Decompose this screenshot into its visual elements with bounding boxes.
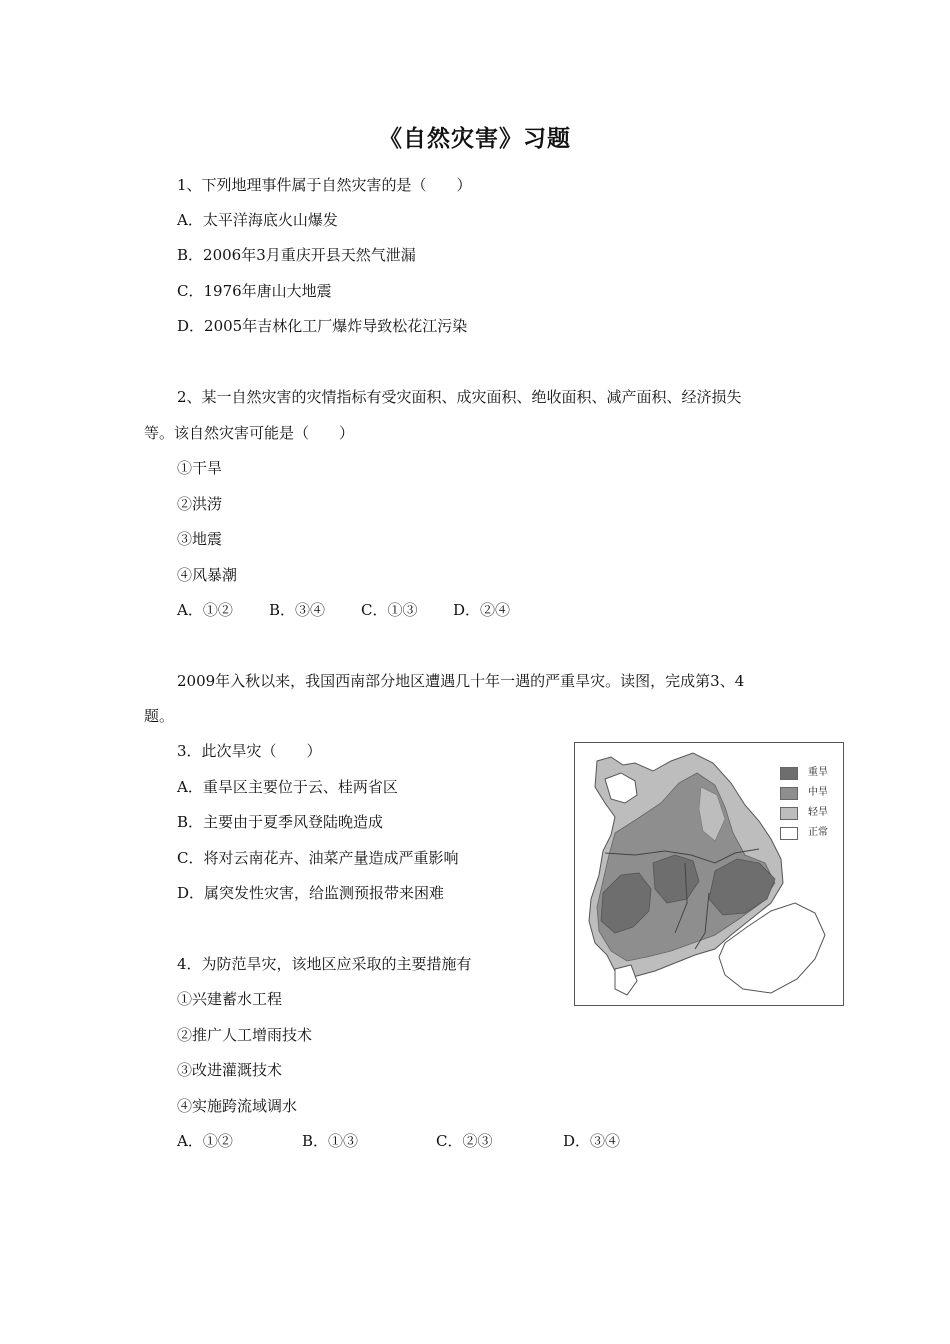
- q1-option-d: D．2005年吉林化工厂爆炸导致松花江污染: [177, 317, 468, 335]
- q4-item-2: ②推广人工增雨技术: [177, 1026, 313, 1044]
- legend-label-moderate: 中旱: [808, 787, 828, 798]
- q2-item-3: ③地震: [177, 530, 223, 548]
- q2-options: [177, 600, 511, 620]
- q4-item-3: ③改进灌溉技术: [177, 1061, 283, 1079]
- q4-item-4: ④实施跨流域调水: [177, 1097, 298, 1115]
- q4-option-b: B．①③: [302, 1132, 359, 1150]
- q3-option-b: B．主要由于夏季风登陆晚造成: [177, 813, 384, 831]
- q3-stem: 3．此次旱灾（ ）: [177, 742, 322, 760]
- drought-map-figure: [574, 742, 844, 1006]
- q2-option-a: A．①②: [177, 601, 233, 619]
- legend-label-severe: 重旱: [808, 767, 828, 778]
- q2-option-b: B．③④: [269, 601, 326, 619]
- legend-swatch-severe: [780, 767, 798, 780]
- drought-map-image: [575, 743, 843, 1005]
- q2-item-1: ①干旱: [177, 459, 223, 477]
- q1-stem: 1、下列地理事件属于自然灾害的是（ ）: [177, 176, 472, 194]
- q2-item-2: ②洪涝: [177, 495, 223, 513]
- q1-option-b: B．2006年3月重庆开县天然气泄漏: [177, 246, 416, 264]
- q2-option-d: D．②④: [453, 601, 511, 619]
- q2-stem-line2: 等。该自然灾害可能是（ ）: [144, 424, 355, 442]
- q3-option-d: D．属突发性灾害，给监测预报带来困难: [177, 884, 445, 902]
- q2-item-4: ④风暴潮: [177, 566, 238, 584]
- q2-stem-line1: 2、某一自然灾害的灾情指标有受灾面积、成灾面积、绝收面积、减产面积、经济损失: [177, 388, 742, 406]
- legend-swatch-moderate: [780, 787, 798, 800]
- q1-option-a: A．太平洋海底火山爆发: [177, 211, 338, 229]
- q4-option-a: A．①②: [177, 1132, 233, 1150]
- legend-swatch-light: [780, 807, 798, 820]
- page-title: 《自然灾害》习题: [379, 125, 571, 152]
- q4-option-c: C．②③: [436, 1132, 493, 1150]
- intro-line2: 题。: [144, 707, 175, 725]
- q1-option-c: C．1976年唐山大地震: [177, 282, 332, 300]
- legend-label-normal: 正常: [808, 827, 828, 838]
- legend-swatch-normal: [780, 827, 798, 840]
- legend-label-light: 轻旱: [808, 807, 828, 818]
- q4-item-1: ①兴建蓄水工程: [177, 990, 283, 1008]
- q2-option-c: C．①③: [361, 601, 418, 619]
- intro-line1: 2009年入秋以来，我国西南部分地区遭遇几十年一遇的严重旱灾。读图，完成第3、4: [177, 672, 745, 690]
- q3-option-c: C．将对云南花卉、油菜产量造成严重影响: [177, 849, 459, 867]
- q3-option-a: A．重旱区主要位于云、桂两省区: [177, 778, 398, 796]
- q4-stem: 4．为防范旱灾，该地区应采取的主要措施有: [177, 955, 472, 973]
- q4-option-d: D．③④: [563, 1132, 621, 1150]
- q4-options: [177, 1131, 621, 1151]
